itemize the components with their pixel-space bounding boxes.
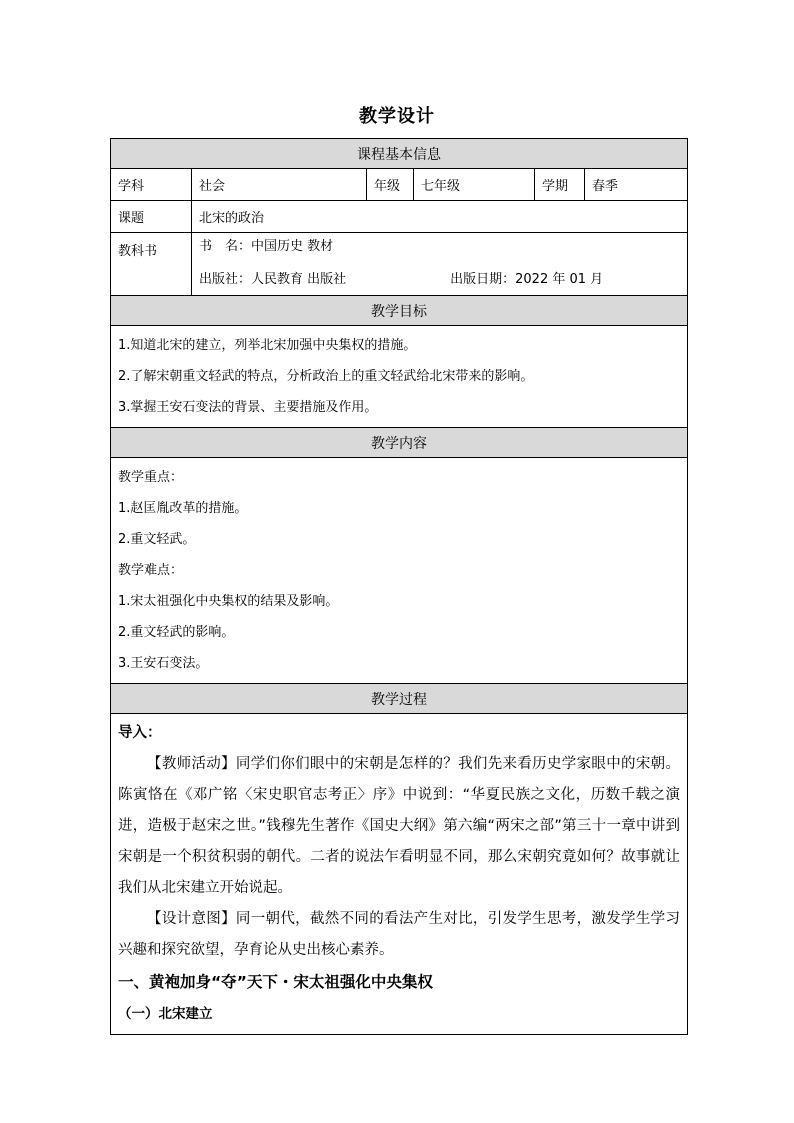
- teacher-activity-paragraph: 【教师活动】同学们你们眼中的宋朝是怎样的？我们先来看历史学家眼中的宋朝。陈寅恪在《邓广铭〈宋史职官志考正〉序》中说到：“华夏民族之文化，历数千载之演进，造极于赵宋之世。”钱穆先生著作《国史大纲》第六编“两宋之部”第三十一章中讲到宋朝是一个积贫积弱的朝代。二者的说法乍看明显不同，那么宋朝究竟如何？故事就让我们从北宋建立开始说起。: [118, 756, 680, 896]
- document-title: 教学设计: [359, 106, 435, 127]
- publish-date: 出版日期：2022 年 01 月: [450, 272, 604, 287]
- key-point-item: 1.赵匡胤改革的措施。: [118, 501, 248, 516]
- section-heading: 一、黄袍加身“夺”天下・宋太祖强化中央集权: [118, 973, 433, 991]
- topic-label: 课题: [111, 201, 192, 233]
- key-points-label: 教学重点：: [118, 470, 184, 485]
- grade-value: 七年级: [414, 169, 535, 201]
- objective-item: 2.了解宋朝重文轻武的特点，分析政治上的重文轻武给北宋带来的影响。: [118, 369, 534, 384]
- lesson-plan-table: [110, 138, 688, 1035]
- subject-value: 社会: [192, 169, 367, 201]
- textbook-label: 教科书: [111, 233, 192, 296]
- subject-label: 学科: [111, 169, 192, 201]
- term-label: 学期: [535, 169, 585, 201]
- objectives-header: 教学目标: [111, 296, 688, 326]
- term-value: 春季: [585, 169, 688, 201]
- subsection-heading: （一）北宋建立: [118, 1006, 213, 1022]
- objective-item: 3.掌握王安石变法的背景、主要措施及作用。: [118, 400, 378, 415]
- difficult-point-item: 3.王安石变法。: [118, 656, 209, 671]
- topic-value: 北宋的政治: [192, 201, 688, 233]
- textbook-info: [192, 233, 688, 296]
- book-name: 书 名：中国历史 教材: [199, 239, 334, 254]
- objective-item: 1.知道北宋的建立，列举北宋加强中央集权的措施。: [118, 338, 417, 353]
- design-intent-paragraph: 【设计意图】同一朝代，截然不同的看法产生对比，引发学生思考，激发学生学习兴趣和探究欲望，孕育论从史出核心素养。: [118, 911, 680, 958]
- key-point-item: 2.重文轻武。: [118, 532, 196, 547]
- content-header: 教学内容: [111, 428, 688, 458]
- process-header: 教学过程: [111, 684, 688, 714]
- grade-label: 年级: [367, 169, 414, 201]
- basic-info-header: 课程基本信息: [111, 139, 688, 169]
- content-list: [111, 458, 688, 684]
- difficult-point-item: 2.重文轻武的影响。: [118, 625, 235, 640]
- intro-label: 导入：: [118, 725, 162, 741]
- publisher-row: [199, 268, 680, 287]
- objectives-list: [111, 326, 688, 428]
- publisher: 出版社：人民教育 出版社: [199, 272, 347, 287]
- difficult-points-label: 教学难点：: [118, 563, 184, 578]
- difficult-point-item: 1.宋太祖强化中央集权的结果及影响。: [118, 594, 339, 609]
- process-body: [111, 714, 688, 1035]
